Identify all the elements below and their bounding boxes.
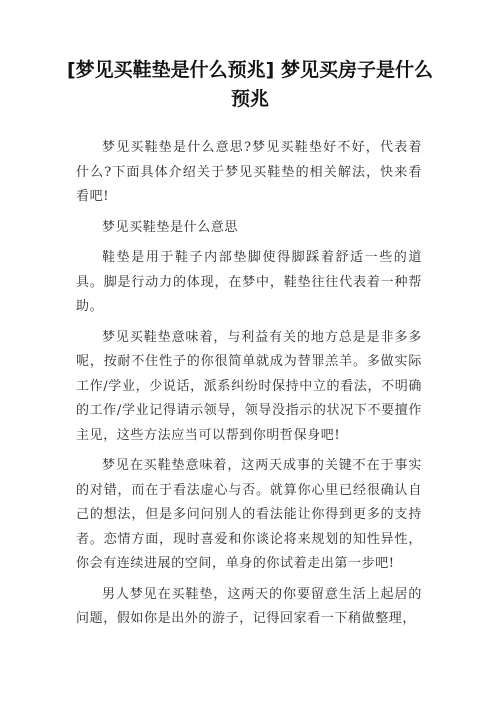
intro-paragraph: 梦见买鞋垫是什么意思?梦见买鞋垫好不好，代表着什么?下面具体介绍关于梦见买鞋垫的相关解法，快来看看吧! [76, 140, 422, 204]
document-title: [梦见买鞋垫是什么预兆] 梦见买房子是什么预兆 [67, 59, 433, 110]
body-paragraph: 梦见在买鞋垫意味着，这两天成事的关键不在于事实的对错，而在于看法虚心与否。就算你心里已经很确认自己的想法，但是多问问别人的看法能让你得到更多的支持者。恋情方面，现时喜爱和你谈论将来规划的知性异性，你会有连续进展的空间，单身的你试着走出第一步吧! [76, 458, 422, 571]
body-paragraph: 鞋垫是用于鞋子内部垫脚使得脚踩着舒适一些的道具。脚是行动力的体现，在梦中，鞋垫往往代表着一种帮助。 [76, 250, 422, 314]
document-body [76, 136, 422, 632]
section-subheading: 梦见买鞋垫是什么意思 [102, 219, 239, 235]
body-paragraph: 男人梦见在买鞋垫，这两天的你要留意生活上起居的问题，假如你是出外的游子，记得回家看一下稍做整理， [76, 586, 422, 626]
body-paragraph: 梦见买鞋垫意味着，与利益有关的地方总是是非多多呢，按耐不住性子的你很简单就成为替罪羔羊。多做实际工作/学业，少说话，派系纠纷时保持中立的看法，不明确的工作/学业记得请示领导，领导没指示的状况下不要擅作主见，这些方法应当可以帮到你明哲保身吧! [76, 329, 422, 443]
